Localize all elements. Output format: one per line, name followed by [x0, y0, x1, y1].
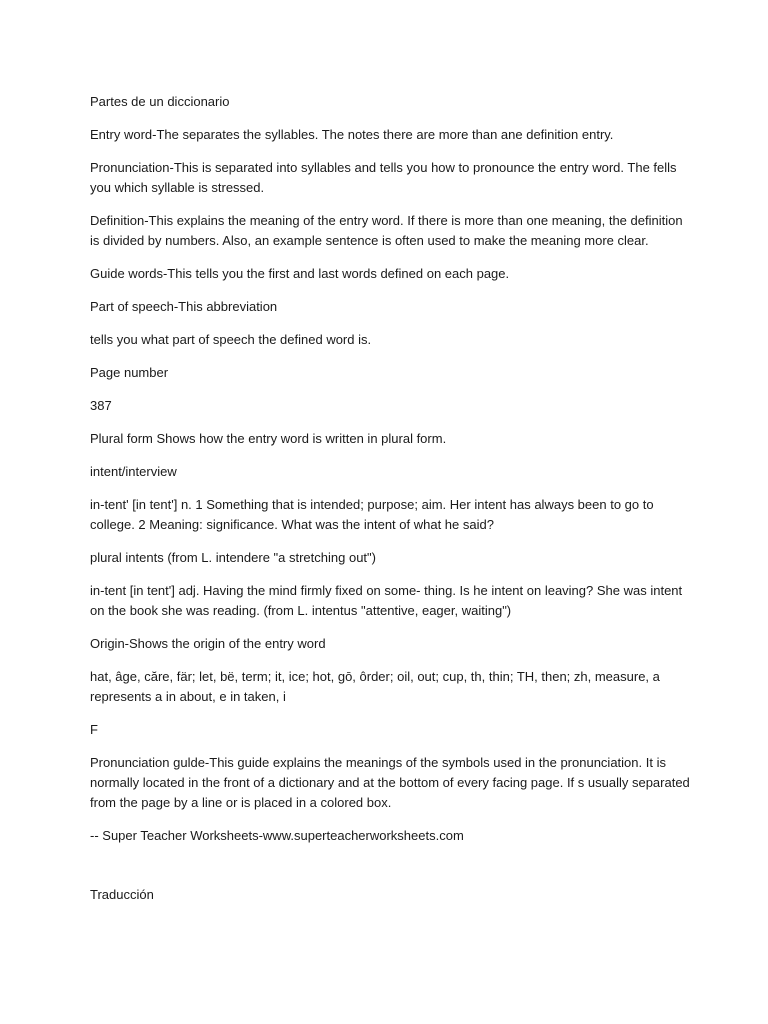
page-number-value: 387 [90, 398, 112, 413]
pronunciation-key-line: hat, âge, căre, fär; let, bë, term; it, ice; hot, gō, ôrder; oil, out; cup, th, thin; TH, then; zh, measure, a represents a in about, e in taken, i [90, 669, 660, 704]
guide-word-pair: intent/interview [90, 464, 177, 479]
part-of-speech-paragraph: Part of speech-This abbreviation [90, 299, 278, 314]
document-page [90, 92, 690, 918]
entry-intent-noun: in-tent' [in tent'] n. 1 Something that is intended; purpose; aim. Her intent has always been to go to college. 2 Meaning: significance. What was the intent of what he said? [90, 497, 654, 532]
part-of-speech-continued-paragraph: tells you what part of speech the defined word is. [90, 332, 372, 347]
page-number-label: Page number [90, 365, 169, 380]
plural-intents-line: plural intents (from L. intendere "a stretching out") [90, 550, 376, 565]
entry-intent-adjective: in-tent [in tent'] adj. Having the mind firmly fixed on some- thing. Is he intent on leaving? She was intent on the book she was reading. (from L. intentus "attentive, eager, waiting") [90, 583, 683, 618]
entry-word-paragraph: Entry word-The separates the syllables. The notes there are more than ane definition entry. [90, 127, 614, 142]
plural-form-paragraph: Plural form Shows how the entry word is written in plural form. [90, 431, 447, 446]
letter-f-line: F [90, 722, 98, 737]
doc-title: Partes de un diccionario [90, 94, 230, 109]
pronunciation-paragraph: Pronunciation-This is separated into syllables and tells you how to pronounce the entry word. The fells you which syllable is stressed. [90, 160, 677, 195]
translation-heading: Traducción [90, 887, 154, 902]
source-credit: -- Super Teacher Worksheets-www.superteacherworksheets.com [90, 828, 464, 843]
definition-paragraph: Definition-This explains the meaning of the entry word. If there is more than one meaning, the definition is divided by numbers. Also, an example sentence is often used to make the meaning more clear. [90, 213, 683, 248]
origin-paragraph: Origin-Shows the origin of the entry word [90, 636, 326, 651]
pronunciation-guide-paragraph: Pronunciation gulde-This guide explains the meanings of the symbols used in the pronunciation. It is normally located in the front of a dictionary and at the bottom of every facing page. If s usually separated from the page by a line or is placed in a colored box. [90, 755, 690, 810]
section-spacer [90, 859, 690, 885]
guide-words-paragraph: Guide words-This tells you the first and last words defined on each page. [90, 266, 510, 281]
